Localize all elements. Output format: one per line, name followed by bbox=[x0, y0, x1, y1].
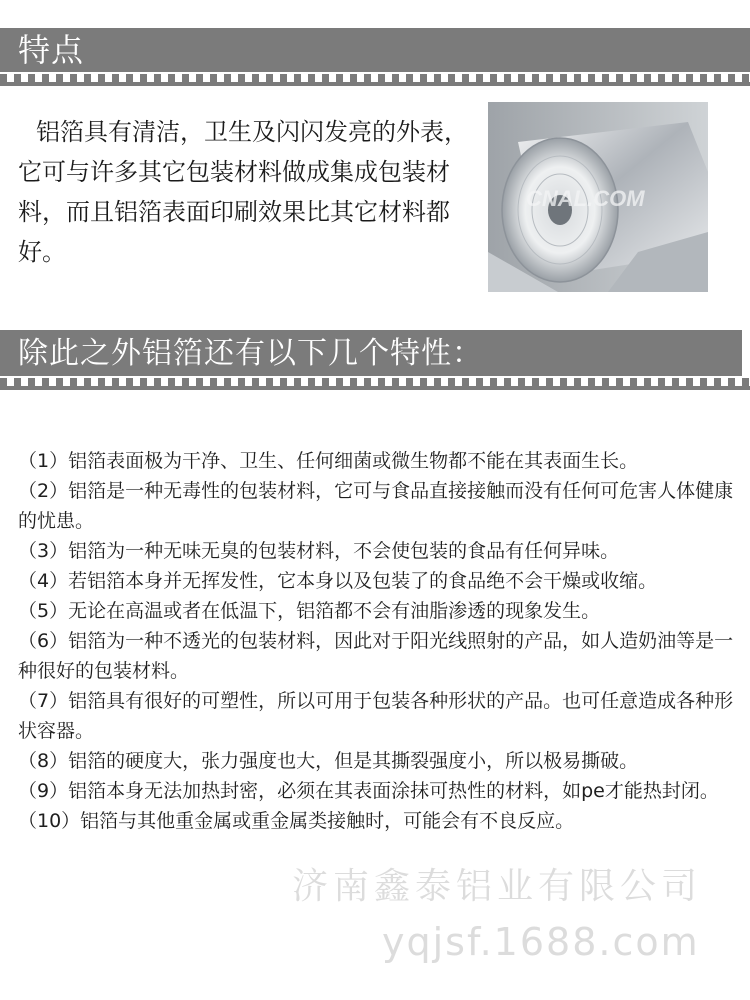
list-item: （4）若铝箔本身并无挥发性，它本身以及包装了的食品绝不会干燥或收缩。 bbox=[18, 570, 658, 592]
aluminum-foil-roll-image bbox=[488, 102, 708, 292]
section-banner-properties bbox=[0, 330, 750, 392]
banner-dash-stripe bbox=[0, 378, 750, 386]
banner-edge bbox=[742, 330, 750, 376]
list-item: （7）铝箔具有很好的可塑性，所以可用于包装各种形状的产品。也可任意造成各种形状容器。 bbox=[18, 690, 734, 742]
list-item: （10）铝箔与其他重金属或重金属类接触时，可能会有不良反应。 bbox=[18, 810, 575, 832]
intro-text: 铝箔具有清洁，卫生及闪闪发亮的外表，它可与许多其它包装材料做成集成包装材料，而且铝箔表面印刷效果比其它材料都好。 bbox=[18, 118, 468, 266]
list-item: （9）铝箔本身无法加热封密，必须在其表面涂抹可热性的材料，如pe才能热封闭。 bbox=[18, 780, 719, 802]
list-item: （5）无论在高温或者在低温下，铝箔都不会有油脂渗透的现象发生。 bbox=[18, 600, 601, 622]
banner-underline bbox=[0, 82, 750, 86]
section-banner-features bbox=[0, 28, 750, 88]
banner-underline bbox=[0, 386, 750, 390]
list-item: （3）铝箔为一种无味无臭的包装材料，不会使包装的食品有任何异味。 bbox=[18, 540, 620, 562]
company-watermark: 济南鑫泰铝业有限公司 bbox=[292, 866, 703, 907]
list-item: （6）铝箔为一种不透光的包装材料，因此对于阳光线照射的产品，如人造奶油等是一种很好的包装材料。 bbox=[18, 630, 734, 682]
feature-list bbox=[18, 446, 748, 836]
section-title: 除此之外铝箔还有以下几个特性： bbox=[0, 330, 750, 376]
site-watermark: yqjsf.1688.com bbox=[382, 920, 700, 964]
list-item: （8）铝箔的硬度大，张力强度也大，但是其撕裂强度小，所以极易撕破。 bbox=[18, 750, 639, 772]
banner-dash-stripe bbox=[0, 74, 750, 82]
list-item: （2）铝箔是一种无毒性的包装材料，它可与食品直接接触而没有任何可危害人体健康的忧患。 bbox=[18, 480, 734, 532]
list-item: （1）铝箔表面极为干净、卫生、任何细菌或微生物都不能在其表面生长。 bbox=[18, 450, 639, 472]
foil-roll-illustration bbox=[488, 102, 708, 292]
intro-paragraph bbox=[18, 112, 468, 272]
photo-watermark: CNAL.COM bbox=[526, 186, 645, 211]
section-title: 特点 bbox=[0, 28, 750, 72]
